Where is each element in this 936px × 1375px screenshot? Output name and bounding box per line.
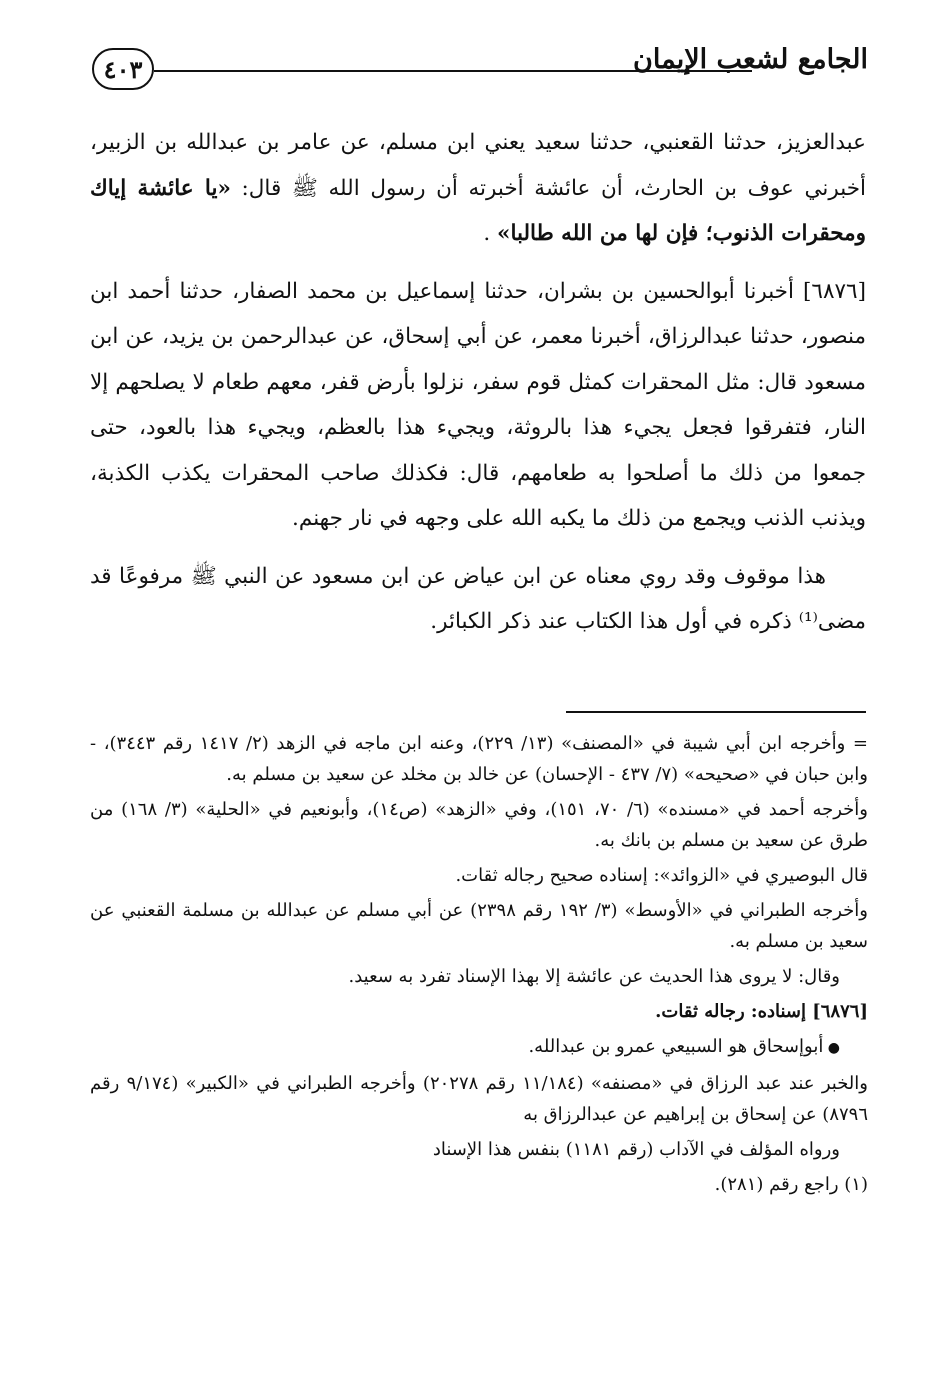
paragraph-1 [90,120,866,257]
footnote-line: والخبر عند عبد الرزاق في «مصنفه» (١١/١٨٤ رقم ٢٠٢٧٨) وأخرجه الطبراني في «الكبير» (٩/١٧٤ رقم ٨٧٩٦) عن إسحاق بن إبراهيم عن عبدالرزاق به [90,1073,868,1125]
footnote-bullet: ● أبوإسحاق هو السبيعي عمرو بن عبدالله. [90,1031,868,1064]
main-text [90,120,866,657]
paragraph-1-end: . [483,221,497,246]
footnote-line: = وأخرجه ابن أبي شيبة في «المصنف» (١٣/ ٢٢٩)، وعنه ابن ماجه في الزهد (٢/ ١٤١٧ رقم ٣٤٤٣)، - وابن حبان في «صحيحه» (٧/ ٤٣٧ - الإحسان) عن خالد بن مخلد عن سعيد بن مسلم به. [90,733,868,785]
page-header [92,44,868,104]
footnote-heading: [٦٨٧٦] إسناده: رجاله ثقات. [655,1001,868,1022]
footnote-line: وأخرجه الطبراني في «الأوسط» (٣/ ١٩٢ رقم ٢٣٩٨) عن أبي مسلم عن عبدالله بن مسلمة القعنبي عن سعيد بن مسلم به. [90,900,868,952]
footnotes [90,728,868,1204]
footnote-line: وقال: لا يروى هذا الحديث عن عائشة إلا بهذا الإسناد تفرد به سعيد. [348,966,840,987]
paragraph-hadith-6876: [٦٨٧٦] أخبرنا أبوالحسين بن بشران، حدثنا إسماعيل بن محمد الصفار، حدثنا أحمد ابن منصور، حدثنا عبدالرزاق، أخبرنا معمر، عن أبي إسحاق، عن عبدالرحمن بن يزيد، عن ابن مسعود قال: مثل المحقرات كمثل قوم سفر، نزلوا بأرض قفر، معهم طعام لا يصلحهم إلا النار، فتفرقوا فجعل يجيء هذا بالروثة، ويجيء هذا بالعظم، ويجيء هذا بالعود، حتى جمعوا من ذلك ما أصلحوا به طعامهم، قال: فكذلك صاحب المحقرات يكذب الكذبة، ويذنب الذنب ويجمع من ذلك ما يكبه الله على وجهه في نار جهنم. [90,278,866,531]
footnote-line: ورواه المؤلف في الآداب (رقم ١١٨١) بنفس هذا الإسناد [432,1139,840,1160]
footnote-separator [566,711,866,713]
paragraph-1-text: عبدالعزيز، حدثنا القعنبي، حدثنا سعيد يعني ابن مسلم، عن عامر بن عبدالله بن الزبير، أخبرني عوف بن الحارث، أن عائشة أخبرته أن رسول الله ﷺ قال: [90,130,866,201]
footnote-line: وأخرجه أحمد في «مسنده» (٦/ ٧٠، ١٥١)، وفي «الزهد» (ص١٤)، وأبونعيم في «الحلية» (٣/ ١٦٨) من طرق عن سعيد بن مسلم بن بانك به. [90,799,868,851]
footnote-line: قال البوصيري في «الزوائد»: إسناده صحيح رجاله ثقات. [455,865,868,886]
footnote-reference: (١) راجع رقم (٢٨١). [714,1174,868,1195]
hadith-quote: «يا عائشة إياك ومحقرات الذنوب؛ فإن لها من الله طالبا» [90,175,866,246]
page-number-badge: ٤٠٣ [92,48,154,90]
running-title: الجامع لشعب الإيمان [633,44,868,75]
paragraph-commentary: هذا موقوف وقد روي معناه عن ابن عياض عن ابن مسعود عن النبي ﷺ مرفوعًا قد مضى⁽¹⁾ ذكره في أول هذا الكتاب عند ذكر الكبائر. [90,563,866,634]
